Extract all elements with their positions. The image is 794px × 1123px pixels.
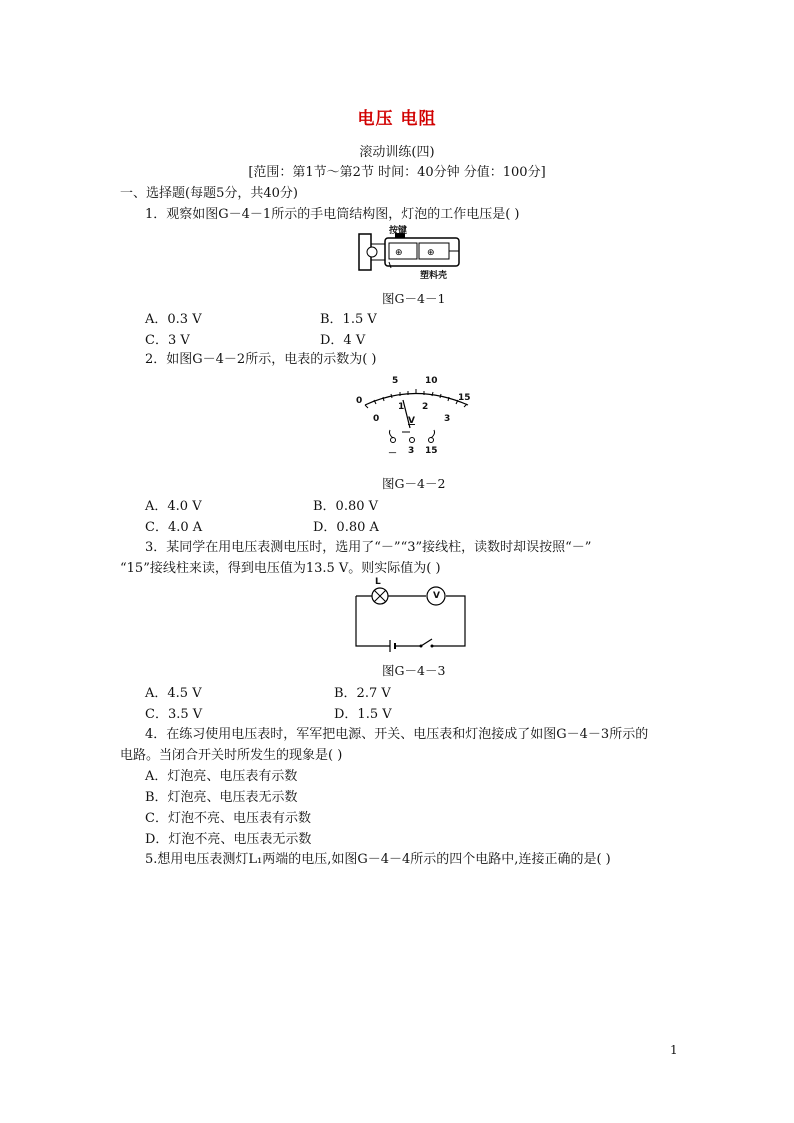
circuit-figure [354,580,469,650]
question-1-stem: 1．观察如图G－4－1所示的手电筒结构图，灯泡的工作电压是( ) [145,207,520,222]
terminal-15: 15 [425,446,438,456]
q1-option-c: C．3 V [145,333,190,348]
page-number: 1 [670,1043,678,1057]
q1-option-d: D．4 V [320,333,366,348]
meter-symbol: V [408,416,415,426]
figure-label-button: 按键 [389,226,408,236]
meter-lower-tick-1: 1 [398,402,405,412]
question-4-stem-line1: 4．在练习使用电压表时，军军把电源、开关、电压表和灯泡接成了如图G－4－3所示的 [145,727,649,742]
meter-upper-tick-5: 5 [392,376,399,386]
terminal-3: 3 [408,446,415,456]
q2-option-d: D．0.80 A [313,520,379,535]
q4-option-a: A．灯泡亮、电压表有示数 [145,769,298,784]
q3-option-d: D．1.5 V [334,707,392,722]
question-2-stem: 2．如图G－4－2所示，电表的示数为( ) [145,352,377,367]
q3-option-b: B．2.7 V [334,686,391,701]
figure-caption-2: 图G－4－2 [382,476,446,491]
flashlight-figure [355,222,465,282]
page-subtitle: 滚动训练(四) [359,145,435,160]
question-4-stem-line2: 电路。当闭合开关时所发生的现象是( ) [120,748,343,763]
q2-option-a: A．4.0 V [145,499,202,514]
svg-text:⊕: ⊕ [395,248,403,258]
terminal-negative: － [388,449,398,459]
q3-option-c: C．3.5 V [145,707,203,722]
voltmeter-figure [350,372,480,462]
figure-caption-3: 图G－4－3 [382,663,446,678]
meter-upper-tick-10: 10 [425,376,438,386]
figure-lamp-label: L [375,577,381,587]
q2-option-b: B．0.80 V [313,499,379,514]
meter-lower-tick-0: 0 [373,414,380,424]
meter-upper-tick-0: 0 [356,396,363,406]
q2-option-c: C．4.0 A [145,520,203,535]
meter-lower-tick-3: 3 [444,414,451,424]
figure-caption-1: 图G－4－1 [382,291,446,306]
question-5-stem: 5.想用电压表测灯L₁两端的电压,如图G－4－4所示的四个电路中,连接正确的是( ) [145,852,611,867]
section-heading: 一、选择题(每题5分，共40分) [120,186,298,201]
exam-range: [范围：第1节～第2节 时间：40分钟 分值：100分] [248,165,546,180]
q3-option-a: A．4.5 V [145,686,202,701]
question-3-stem-line1: 3．某同学在用电压表测电压时，选用了“－”“3”接线柱，读数时却误按照“－” [145,540,592,555]
q4-option-c: C．灯泡不亮、电压表有示数 [145,811,311,826]
page-title: 电压 电阻 [357,109,437,129]
q4-option-b: B．灯泡亮、电压表无示数 [145,790,298,805]
figure-meter-label: V [433,591,440,601]
question-3-stem-line2: “15”接线柱来读，得到电压值为13.5 V。则实际值为( ) [120,561,441,576]
svg-text:⊕: ⊕ [427,248,435,258]
q1-option-a: A．0.3 V [145,312,202,327]
meter-upper-tick-15: 15 [458,393,471,403]
q4-option-d: D．灯泡不亮、电压表无示数 [145,832,312,847]
figure-label-shell: 塑料壳 [420,271,448,281]
q1-option-b: B．1.5 V [320,312,377,327]
meter-lower-tick-2: 2 [422,402,429,412]
